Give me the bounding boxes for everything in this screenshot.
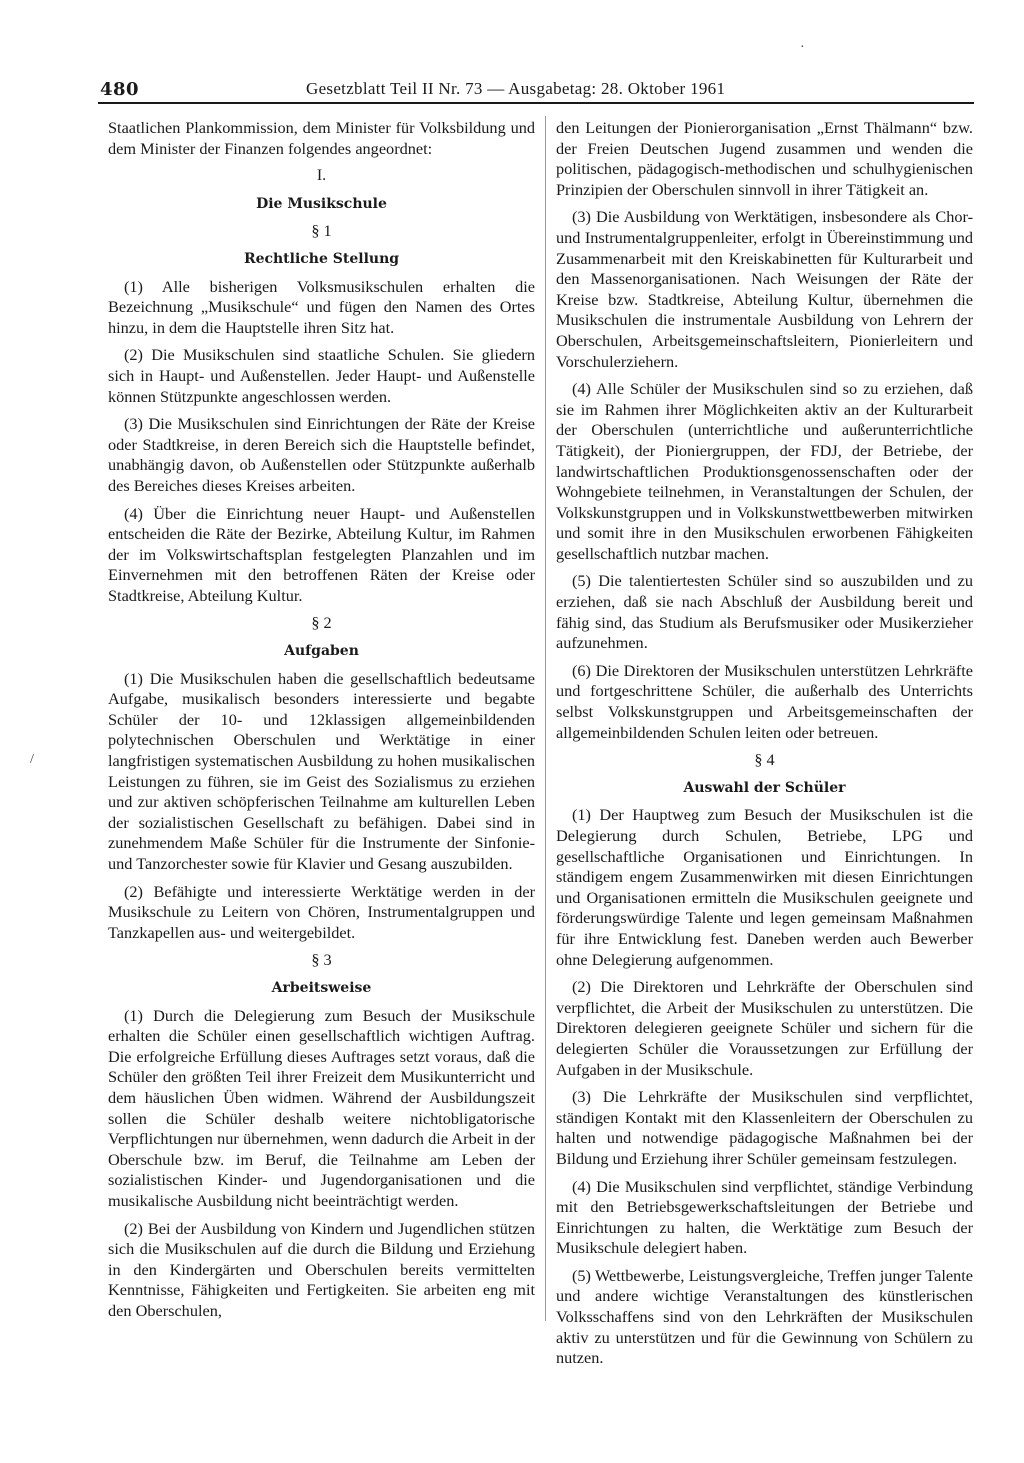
section-3-paragraph-5: (5) Die talentiertesten Schüler sind so auszubilden und zu erziehen, daß sie nach Abschluß der Ausbildung bereit und fähig sind, das Studium als Berufsmusiker oder Musikerzieher aufzunehmen. (556, 571, 973, 653)
section-1-paragraph-1: (1) Alle bisherigen Volksmusikschulen erhalten die Bezeichnung „Musikschule“ und fügen den Namen des Ortes hinzu, in dem die Hauptstelle ihren Sitz hat. (108, 276, 535, 337)
section-3-paragraph-1: (1) Durch die Delegierung zum Besuch der Musikschule erhalten die Schüler einen gesellschaftlich wichtigen Auftrag. Die erfolgreiche Erfüllung dieses Auftrages setzt voraus, daß die Schüler den größten Teil ihrer Freizeit dem Musikunterricht und dem häuslichen Üben widmen. Während der Ausbildungszeit sollen die Schüler deshalb weitere nichtobligatorische Verpflichtungen nur übernehmen, wenn dadurch die Arbeit in der Oberschule bzw. im Beruf, die Teilnahme am Leben der sozialistischen Kinder- und Jugendorganisationen und die musikalische Ausbildung nicht beeinträchtigt werden. (108, 1005, 535, 1210)
section-3-paragraph-3: (3) Die Ausbildung von Werktätigen, insbesondere als Chor- und Instrumentalgruppenleiter, erfolgt in Übereinstimmung und Zusammenarbeit mit den Kreiskabinetten für Kulturarbeit und den Massenorganisationen. Nach Weisungen der Räte der Kreise bzw. Stadtkreise, Abteilung Kultur, übernehmen die Musikschulen die instrumentale Ausbildung von Lehrern der Oberschulen, Arbeitsgemeinschaftsleitern, Pionierleitern und Vorschulerziehern. (556, 207, 973, 371)
left-column (108, 118, 535, 1328)
section-1-paragraph-2: (2) Die Musikschulen sind staatliche Schulen. Sie gliedern sich in Haupt- und Außenstellen. Jeder Haupt- und Außenstelle können Stützpunkte angeschlossen werden. (108, 345, 535, 406)
section-4-title: Auswahl der Schüler (683, 779, 846, 796)
intro-paragraph: Staatlichen Plankommission, dem Minister für Volksbildung und dem Minister der Finanzen folgendes angeordnet: (108, 118, 535, 158)
section-3-paragraph-2: (2) Bei der Ausbildung von Kindern und Jugendlichen stützen sich die Musikschulen auf die durch die Bildung und Erziehung in den Kindergärten und Oberschulen bereits vermittelten Kenntnisse, Fähigkeiten und Fertigkeiten. Sie arbeiten eng mit den Oberschulen, (108, 1218, 535, 1320)
running-head: Gesetzblatt Teil II Nr. 73 — Ausgabetag: 28. Oktober 1961 (306, 79, 726, 98)
section-3-title: Arbeitsweise (271, 979, 372, 996)
section-4-paragraph-1: (1) Der Hauptweg zum Besuch der Musikschulen ist die Delegierung durch Schulen, Betriebe, LPG und gesellschaftliche Organisationen und Einrichtungen. In ständigem engem Zusammenwirken mit diesen Einrichtungen und Organisationen ermitteln die Musikschulen geeignete und förderungswürdige Talente und legen gemeinsam Maßnahmen für ihre Entwicklung fest. Daneben werden auch Bewerber ohne Delegierung aufgenommen. (556, 805, 973, 969)
section-3-paragraph-2-continued: den Leitungen der Pionierorganisation „Ernst Thälmann“ bzw. der Freien Deutschen Jugend zusammen und wenden die politischen, pädagogisch-methodischen und schulhygienischen Prinzipien der Oberschulen sinnvoll in ihrer Tätigkeit an. (556, 118, 973, 199)
section-4-paragraph-2: (2) Die Direktoren und Lehrkräfte der Oberschulen sind verpflichtet, die Arbeit der Musikschulen zu unterstützen. Die Direktoren delegieren geeignete Schüler und sichern für die delegierten Schüler die Voraussetzungen zur Erfüllung der Aufgaben in der Musikschule. (556, 977, 973, 1079)
section-3-paragraph-4: (4) Alle Schüler der Musikschulen sind so zu erziehen, daß sie im Rahmen ihrer Möglichkeiten aktiv an der Kulturarbeit der Oberschulen (unterrichtliche und außerunterrichtliche Tätigkeit), der Pioniergruppen, der FDJ, der Betriebe, der landwirtschaftlichen Produktionsgenossenschaften oder der Wohngebiete teilnehmen, in Veranstaltungen der Schulen, der Volkskunstgruppen und in Volkskunstwettbewerben mitwirken und somit ihre in den Musikschulen erworbenen Fähigkeiten gesellschaftlich nutzbar machen. (556, 379, 973, 563)
section-4-paragraph-5: (5) Wettbewerbe, Leistungsvergleiche, Treffen junger Talente und andere wichtige Veranstaltungen des künstlerischen Volksschaffens sind von den Lehrkräften der Musikschulen aktiv zu unterstützen und für die Gewinnung von Schülern zu nutzen. (556, 1265, 973, 1368)
column-divider (545, 116, 546, 1321)
section-1-paragraph-3: (3) Die Musikschulen sind Einrichtungen der Räte der Kreise oder Stadtkreise, in deren Bereich sich die Hauptstelle befindet, unabhängig davon, ob Außenstellen oder Stützpunkte außerhalb des Bereiches dieses Kreises arbeiten. (108, 414, 535, 495)
part-number: I. (316, 167, 327, 185)
section-3-number: § 3 (311, 950, 332, 970)
section-2-paragraph-1: (1) Die Musikschulen haben die gesellschaftlich bedeutsame Aufgabe, musikalisch besonders interessierte und begabte Schüler der 10- und 12klassigen allgemeinbildenden polytechnischen Oberschulen und Werktätige in einer langfristigen systematischen Ausbildung zu hohen musikalischen Leistungen zu führen, sie im Geist des Sozialismus zu erziehen und zur aktiven schöpferischen Teilnahme am kulturellen Leben der sozialistischen Gesellschaft zu befähigen. Dabei sind in zunehmendem Maße Schüler für die Instrumente der Sinfonie- und Tanzorchester sowie für Klavier und Gesang auszubilden. (108, 668, 535, 873)
section-2-number: § 2 (311, 613, 332, 633)
section-2-paragraph-2: (2) Befähigte und interessierte Werktätige werden in der Musikschule zu Leitern von Chören, Instrumentalgruppen und Tanzkapellen aus- und weitergebildet. (108, 881, 535, 942)
section-1-title: Rechtliche Stellung (243, 250, 400, 267)
page-header (98, 78, 974, 104)
section-1-number: § 1 (311, 221, 332, 241)
right-column (556, 118, 973, 1376)
section-1-paragraph-4: (4) Über die Einrichtung neuer Haupt- und Außenstellen entscheiden die Räte der Bezirke, Abteilung Kultur, im Rahmen der im Volkswirtschaftsplan festgelegten Planzahlen und im Einvernehmen mit den betroffenen Räten der Kreise oder Stadtkreise, Abteilung Kultur. (108, 503, 535, 605)
section-4-paragraph-3: (3) Die Lehrkräfte der Musikschulen sind verpflichtet, ständigen Kontakt mit den Klassenleitern der Oberschulen zu halten und notwendige pädagogische Maßnahmen bei der Bildung und Erziehung ihrer Schüler gemeinsam festzulegen. (556, 1087, 973, 1168)
section-3-paragraph-6: (6) Die Direktoren der Musikschulen unterstützen Lehrkräfte und fortgeschrittene Schüler, die außerhalb des Unterrichts selbst Volkskunstgruppen und Arbeitsgemeinschaften der allgemeinbildenden Schulen leiten oder betreuen. (556, 660, 973, 742)
section-4-number: § 4 (754, 750, 775, 770)
page-number: 480 (100, 79, 140, 100)
scan-mark: / (30, 752, 34, 767)
section-2-title: Aufgaben (284, 643, 359, 660)
section-4-paragraph-4: (4) Die Musikschulen sind verpflichtet, ständige Verbindung mit den Betriebsgewerkschaftsleitungen der Betriebe und Einrichtungen zu halten, die Werktätige zum Besuch der Musikschule delegiert haben. (556, 1176, 973, 1258)
scan-mark: · (800, 40, 805, 55)
part-title: Die Musikschule (256, 195, 387, 212)
